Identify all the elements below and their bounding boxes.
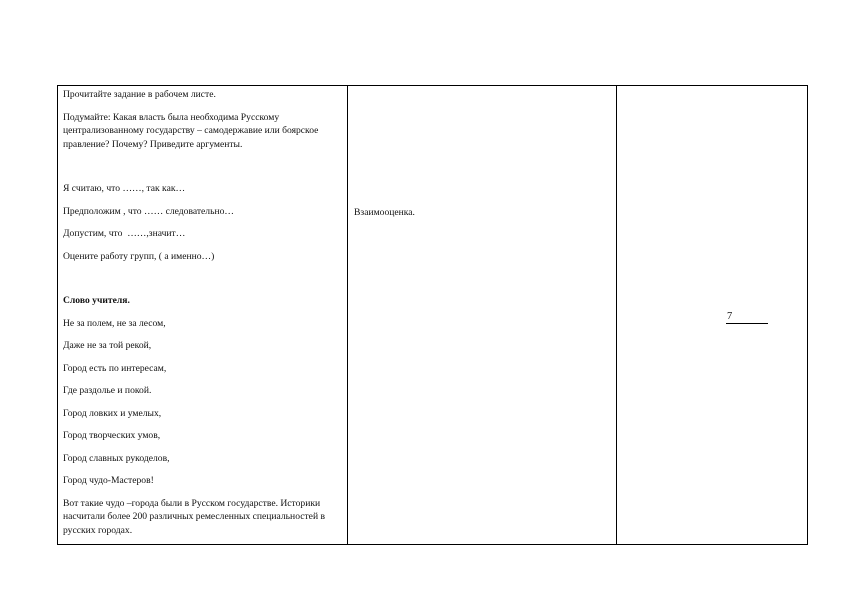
poem-line: Где раздолье и покой. — [63, 385, 152, 396]
poem-line: Город творческих умов, — [63, 430, 161, 441]
poem-line: Не за полем, не за лесом, — [63, 317, 166, 329]
closing-paragraph: Вот такие чудо –города были в Русском государстве. Историки насчитали более 200 различных ремесленных специальностей в русских городах. — [63, 497, 328, 536]
phrase-starter-3: Допустим, что ……,значит… — [63, 228, 186, 239]
group-evaluation: Оцените работу групп, ( а именно…) — [63, 250, 215, 262]
assessment-column — [348, 86, 617, 544]
teacher-word-heading: Слово учителя. — [63, 295, 130, 306]
poem-line: Город есть по интересам, — [63, 362, 167, 374]
poem-line: Город чудо-Мастеров! — [63, 475, 154, 486]
phrase-starter-2: Предположим , что …… следовательно… — [63, 205, 234, 217]
peer-assessment-label: Взаимооценка. — [354, 207, 415, 218]
poem-line: Город славных рукоделов, — [63, 452, 170, 464]
activity-column — [58, 86, 348, 544]
discussion-question: Подумайте: Какая власть была необходима Русскому централизованному государству – самодержавие или боярское правление? Почему? Приведите аргументы. — [63, 111, 321, 150]
poem-line: Город ловких и умелых, — [63, 407, 162, 419]
lesson-table — [57, 85, 808, 545]
poem-line: Даже не за той рекой, — [63, 340, 152, 351]
notes-column — [617, 86, 807, 544]
phrase-starter-1: Я считаю, что ……, так как… — [63, 183, 186, 194]
task-instruction: Прочитайте задание в рабочем листе. — [63, 89, 216, 100]
page-number: 7 — [726, 310, 768, 324]
